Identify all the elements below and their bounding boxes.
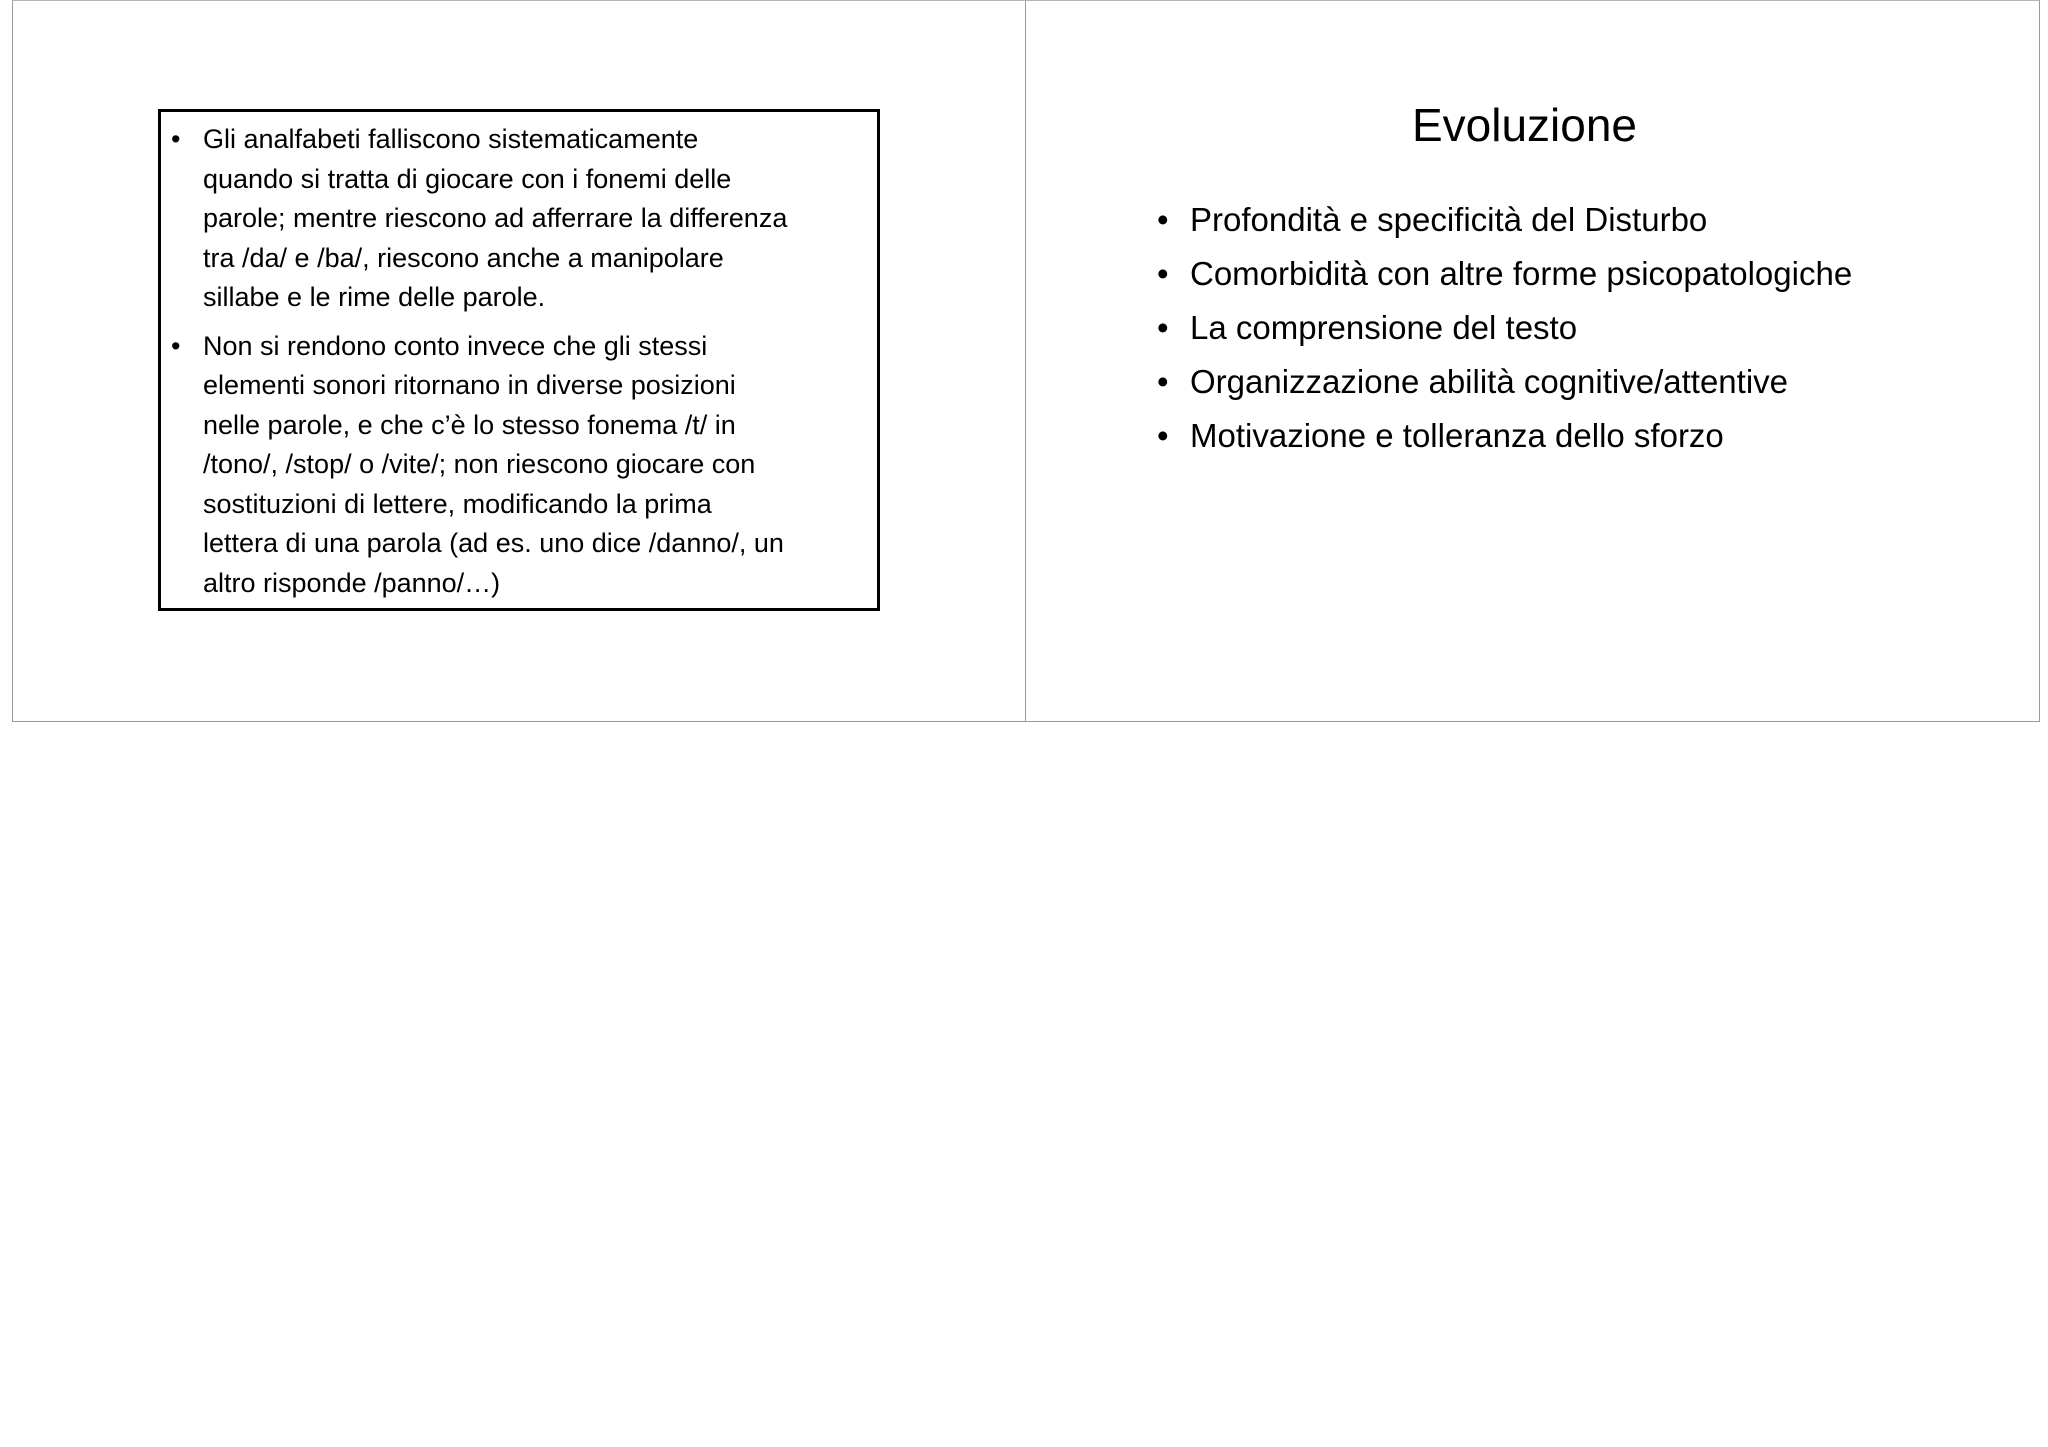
bullet-line: sillabe e le rime delle parole. bbox=[203, 282, 546, 312]
bullet-icon: • bbox=[1157, 201, 1169, 238]
bullet-text: Motivazione e tolleranza dello sforzo bbox=[1190, 417, 1724, 454]
bullet-line: elementi sonori ritornano in diverse posizioni bbox=[203, 370, 736, 400]
bordered-text-box bbox=[158, 109, 880, 611]
right-bullet-item bbox=[1157, 409, 1852, 463]
bullet-icon: • bbox=[171, 124, 181, 154]
right-bullet-item bbox=[1157, 247, 1852, 301]
left-bullet-item bbox=[171, 120, 863, 318]
bullet-icon: • bbox=[171, 330, 181, 361]
bullet-line: /tono/, /stop/ o /vite/; non riescono giocare con bbox=[203, 449, 756, 479]
slide-right bbox=[1026, 1, 2039, 721]
bullet-text: Comorbidità con altre forme psicopatologiche bbox=[1190, 255, 1853, 292]
bullet-line: lettera di una parola (ad es. uno dice /danno/, un bbox=[203, 528, 784, 558]
bullet-icon: • bbox=[1157, 417, 1169, 454]
slide-title: Evoluzione bbox=[1411, 99, 1638, 151]
slide-strip bbox=[12, 0, 2040, 722]
bullet-text: Profondità e specificità del Disturbo bbox=[1190, 201, 1708, 238]
right-bullet-item bbox=[1157, 355, 1852, 409]
bullet-icon: • bbox=[1157, 363, 1169, 400]
bullet-text: La comprensione del testo bbox=[1190, 309, 1578, 346]
bullet-line: tra /da/ e /ba/, riescono anche a manipolare bbox=[203, 242, 724, 273]
bullet-line: parole; mentre riescono ad afferrare la differenza bbox=[203, 203, 788, 233]
bullet-icon: • bbox=[1157, 309, 1169, 346]
bullet-text: Organizzazione abilità cognitive/attentive bbox=[1190, 363, 1789, 400]
bullet-line: sostituzioni di lettere, modificando la prima bbox=[203, 488, 712, 519]
right-bullet-item bbox=[1157, 193, 1852, 247]
bullet-line: altro risponde /panno/…) bbox=[203, 567, 501, 598]
bullet-line: nelle parole, e che c’è lo stesso fonema /t/ in bbox=[203, 409, 736, 440]
left-bullet-item bbox=[171, 327, 863, 604]
bullet-line: quando si tratta di giocare con i fonemi delle bbox=[203, 163, 732, 194]
bullet-icon: • bbox=[1157, 255, 1169, 292]
left-bullet-list bbox=[171, 120, 863, 603]
bullet-line: Gli analfabeti falliscono sistematicamente bbox=[203, 124, 699, 154]
right-bullet-item bbox=[1157, 301, 1852, 355]
right-bullet-list bbox=[1157, 193, 1852, 463]
bullet-line: Non si rendono conto invece che gli stessi bbox=[203, 330, 708, 361]
slide-left bbox=[13, 1, 1026, 721]
